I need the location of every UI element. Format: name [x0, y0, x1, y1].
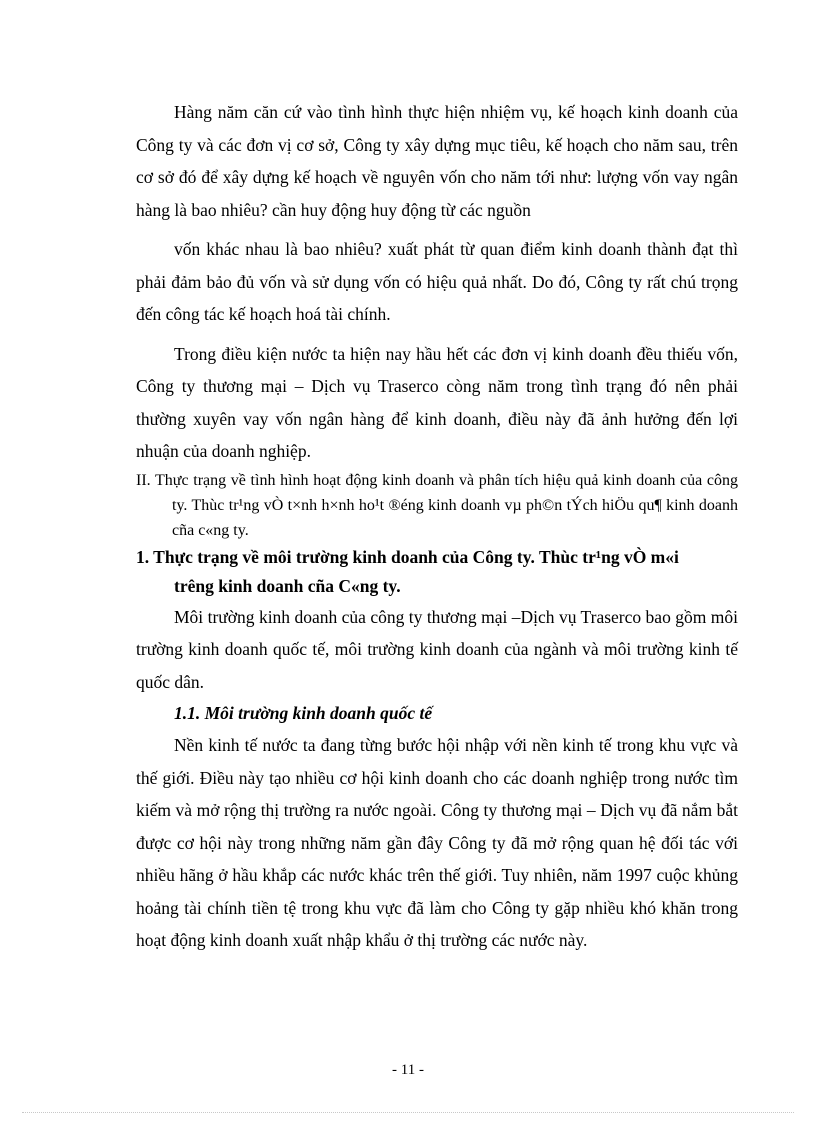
page-number: - 11 - [392, 1062, 424, 1078]
paragraph-capital-shortage: Trong điều kiện nước ta hiện nay hầu hết các đơn vị kinh doanh đều thiếu vốn, Công ty thương mại – Dịch vụ Traserco còng năm trong tình trạng đó nên phải thường xuyên vay vốn ngân hàng để kinh doanh, điều này đã ảnh hưởng đến lợi nhuận của doanh nghiệp. [136, 343, 738, 461]
page-bottom-divider [22, 1112, 794, 1113]
paragraph-planning: Hàng năm căn cứ vào tình hình thực hiện nhiệm vụ, kế hoạch kinh doanh của Công ty và các đơn vị cơ sở, Công ty xây dựng mục tiêu, kế hoạch cho năm sau, trên cơ sở đó để xây dựng kế hoạch về nguyên vốn cho năm tới như: lượng vốn vay ngân hàng là bao nhiêu? cần huy động huy động từ các nguồn [136, 102, 738, 220]
section-1-line1: 1. Thực trạng về môi trường kinh doanh của Công ty. Thùc tr¹ng vÒ m«i [136, 546, 679, 567]
section-1-heading [136, 543, 738, 601]
section-1-line2: trêng kinh doanh cña C«ng ty. [174, 575, 401, 596]
section-ii-heading [136, 468, 738, 543]
section-1-1-heading: 1.1. Môi trường kinh doanh quốc tế [174, 703, 433, 723]
paragraph-international-environment: Nền kinh tế nước ta đang từng bước hội nhập với nền kinh tế trong khu vực và thế giới. Điều này tạo nhiều cơ hội kinh doanh cho các doanh nghiệp trong nước tìm kiếm và mở rộng thị trường ra nước ngoài. Công ty thương mại – Dịch vụ đã nắm bắt được cơ hội này trong những năm gần đây Công ty đã mở rộng quan hệ đối tác với nhiều hãng ở hầu khắp các nước khác trên thế giới. Tuy nhiên, năm 1997 cuộc khủng hoảng tài chính tiền tệ trong khu vực đã làm cho Công ty gặp nhiều khó khăn trong hoạt động kinh doanh xuất nhập khẩu ở thị trường các nước này. [136, 735, 738, 950]
section-ii-text: II. Thực trạng về tình hình hoạt động kinh doanh và phân tích hiệu quả kinh doanh của công ty. Thùc tr¹ng vÒ t×nh h×nh ho¹t ®éng kinh doanh vµ ph©n tÝch hiÖu qu¶ kinh doanh cña c«ng ty. [136, 471, 738, 539]
paragraph-capital: vốn khác nhau là bao nhiêu? xuất phát từ quan điểm kinh doanh thành đạt thì phải đảm bảo đủ vốn và sử dụng vốn có hiệu quả nhất. Do đó, Công ty rất chú trọng đến công tác kế hoạch hoá tài chính. [136, 239, 738, 324]
paragraph-environment-overview: Môi trường kinh doanh của công ty thương mại –Dịch vụ Traserco bao gồm môi trường kinh doanh quốc tế, môi trường kinh doanh của ngành và môi trường kinh tế quốc dân. [136, 606, 738, 692]
page-content [136, 96, 738, 957]
